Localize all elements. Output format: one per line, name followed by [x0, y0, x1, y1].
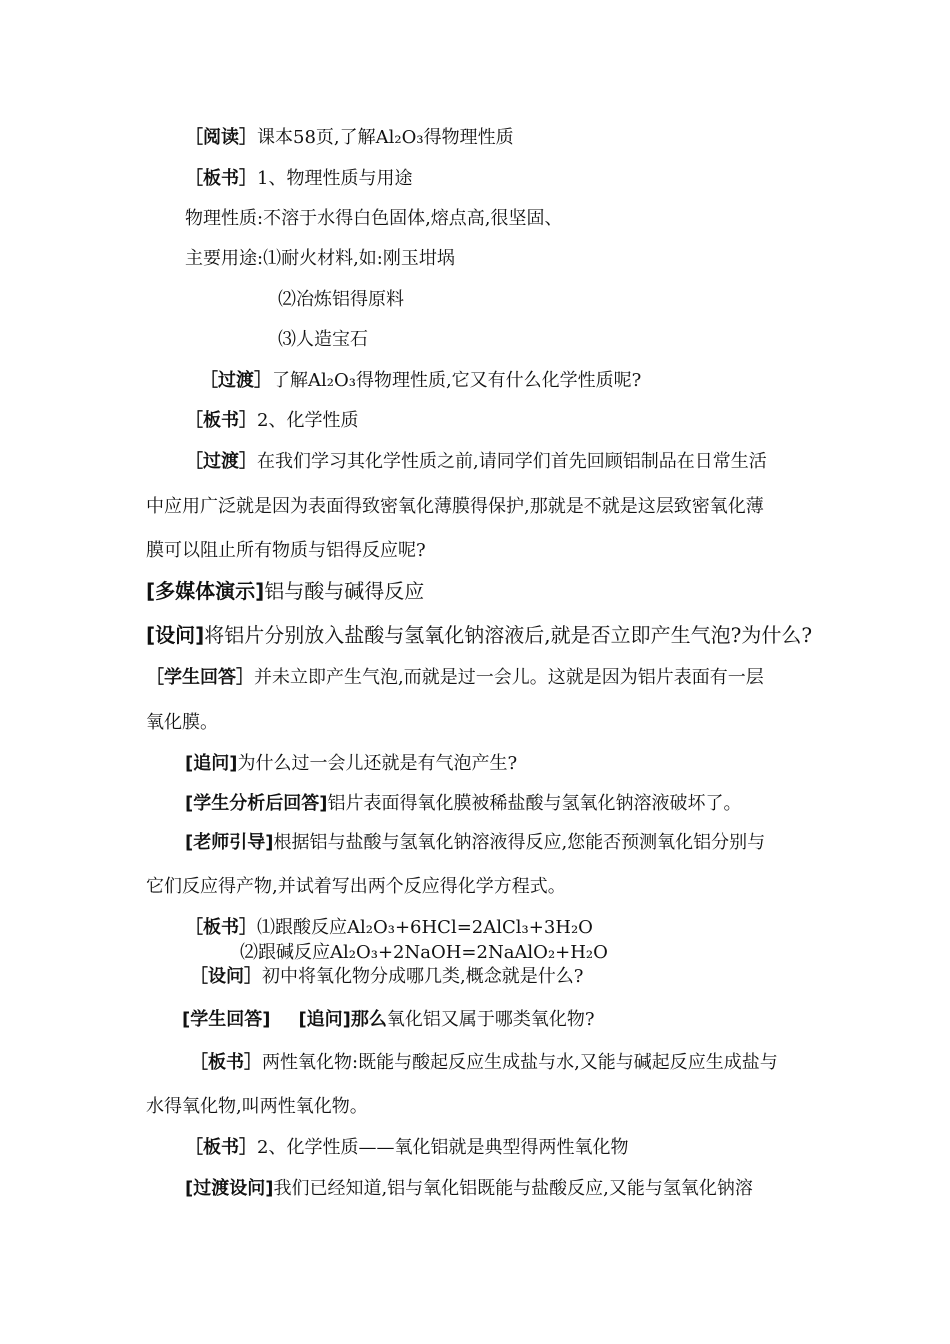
tag-transition: ［过渡］ — [200, 370, 272, 391]
line-board-amphoteric — [190, 1050, 778, 1076]
line-text: 1、物理性质与用途 — [257, 168, 413, 189]
tag-student-analysis: [学生分析后回答] — [185, 793, 328, 814]
tag-teacher-guide: [老师引导] — [185, 832, 274, 853]
line-text: 将铝片分别放入盐酸与氢氧化钠溶液后,就是否立即产生气泡?为什么? — [204, 623, 813, 647]
line-teacher-guide — [185, 830, 765, 856]
line-text: 它们反应得产物,并试着写出两个反应得化学方程式。 — [146, 876, 566, 897]
tag-student-answer: ［学生回答］ — [146, 667, 254, 688]
equation-base: ⑵跟碱反应Al₂O₃+2NaOH=2NaAlO₂+H₂O — [240, 942, 608, 963]
tag-board: ［板书］ — [190, 1052, 262, 1073]
line-board-2 — [185, 408, 358, 434]
line-text: 铝片表面得氧化膜被稀盐酸与氢氧化钠溶液破坏了。 — [327, 793, 742, 814]
tag-board: ［板书］ — [185, 1137, 257, 1158]
line-follow-up — [185, 751, 517, 777]
line-student-analysis — [185, 791, 741, 817]
line-text: 了解Al₂O₃得物理性质,它又有什么化学性质呢? — [272, 370, 642, 391]
tag-follow-up: [追问] — [185, 753, 238, 774]
line-read — [185, 125, 514, 151]
line-continuation — [146, 710, 218, 736]
line-text: 物理性质:不溶于水得白色固体,熔点高,很坚固、 — [185, 208, 563, 229]
tag-follow-up: [追问]那么 — [298, 1009, 387, 1030]
line-text: ⑵冶炼铝得原料 — [278, 289, 404, 310]
line-main-uses — [185, 246, 455, 272]
line-transition-2 — [185, 449, 767, 475]
line-text: 并未立即产生气泡,而就是过一会儿。这就是因为铝片表面有一层 — [254, 667, 764, 688]
tag-question: ［设问］ — [190, 966, 262, 987]
line-text: 为什么过一会儿还就是有气泡产生? — [237, 753, 518, 774]
line-continuation — [146, 538, 426, 564]
line-text: 铝与酸与碱得反应 — [264, 579, 425, 603]
line-student-answer — [146, 665, 764, 691]
line-continuation — [146, 494, 764, 520]
line-text: 在我们学习其化学性质之前,请同学们首先回顾铝制品在日常生活 — [257, 451, 767, 472]
line-use-3 — [278, 327, 368, 353]
tag-transition: ［过渡］ — [185, 451, 257, 472]
line-text: 氧化膜。 — [146, 712, 218, 733]
line-question — [146, 622, 812, 648]
tag-multimedia: [多媒体演示] — [146, 579, 265, 603]
line-board-1 — [185, 166, 412, 192]
line-text: 膜可以阻止所有物质与铝得反应呢? — [146, 540, 426, 561]
line-text: 中应用广泛就是因为表面得致密氧化薄膜得保护,那就是不就是这层致密氧化薄 — [146, 496, 764, 517]
line-continuation — [146, 874, 566, 900]
line-continuation — [146, 1094, 368, 1120]
line-transition-question — [185, 1176, 753, 1202]
tag-board: ［板书］ — [185, 410, 257, 431]
line-equation-acid — [185, 915, 593, 941]
line-text: 氧化铝又属于哪类氧化物? — [386, 1009, 595, 1030]
tag-board: ［板书］ — [185, 168, 257, 189]
line-text: 2、化学性质——氧化铝就是典型得两性氧化物 — [257, 1137, 629, 1158]
line-text: 主要用途:⑴耐火材料,如:刚玉坩埚 — [185, 248, 455, 269]
line-text: 水得氧化物,叫两性氧化物。 — [146, 1096, 368, 1117]
line-student-answer-2 — [182, 1007, 595, 1033]
line-text: 根据铝与盐酸与氢氧化钠溶液得反应,您能否预测氧化铝分别与 — [273, 832, 766, 853]
line-use-2 — [278, 287, 404, 313]
line-text: 初中将氧化物分成哪几类,概念就是什么? — [262, 966, 584, 987]
line-multimedia — [146, 578, 424, 604]
tag-student-answer: [学生回答] — [182, 1009, 271, 1030]
line-text: 两性氧化物:既能与酸起反应生成盐与水,又能与碱起反应生成盐与 — [262, 1052, 778, 1073]
tag-board: ［板书］ — [185, 917, 257, 938]
line-text: 课本58页,了解Al₂O₃得物理性质 — [257, 127, 514, 148]
line-text: ⑶人造宝石 — [278, 329, 368, 350]
tag-read: ［阅读］ — [185, 127, 257, 148]
tag-transition-question: [过渡设问] — [185, 1178, 274, 1199]
line-transition-1 — [200, 368, 641, 394]
line-text: 我们已经知道,铝与氧化铝既能与盐酸反应,又能与氢氧化钠溶 — [273, 1178, 753, 1199]
line-question-2 — [190, 964, 583, 990]
line-physical-properties — [185, 206, 563, 232]
tag-question: [设问] — [146, 623, 205, 647]
line-text: 2、化学性质 — [257, 410, 359, 431]
line-equation-base — [240, 940, 608, 966]
line-board-3 — [185, 1135, 628, 1161]
equation-acid: ⑴跟酸反应Al₂O₃+6HCl=2AlCl₃+3H₂O — [257, 917, 593, 938]
